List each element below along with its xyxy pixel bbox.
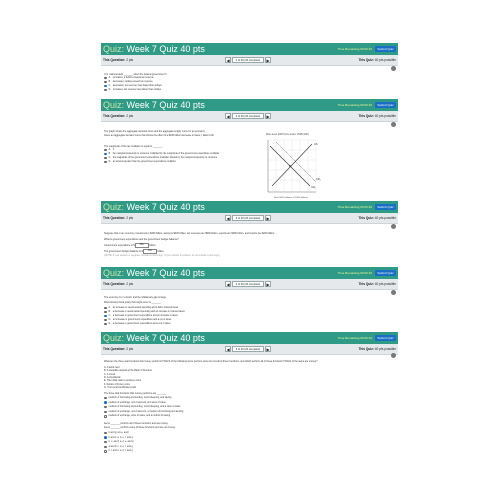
answer-option[interactable] <box>104 88 161 92</box>
question-pager <box>225 113 271 119</box>
radio-button[interactable] <box>104 77 107 80</box>
quiz-title: Quiz: Week 7 Quiz 40 pts <box>103 100 205 110</box>
option-text: medium of borrowing and lending, record keeping, and a store of value <box>108 406 181 409</box>
option-text: increases; a deficit exceeds tax revenue <box>112 77 154 79</box>
answer-option[interactable] <box>104 401 166 405</box>
answer-option[interactable] <box>104 322 171 326</box>
ad0-label: AD₀ <box>311 186 316 189</box>
option-text: decreases; tax revenue rises faster than outlays <box>112 85 162 87</box>
gear-icon[interactable] <box>391 224 396 229</box>
radio-button[interactable] <box>104 411 107 414</box>
quiz-points: This Quiz: 40 pts possible <box>358 347 396 351</box>
equilibrium-point <box>289 165 291 167</box>
question-select[interactable]: 2 of 20 (20 complete) <box>232 113 264 119</box>
option-text: the marginal propensity to consume multiplied by the magnitude of the government expenditure multiplier <box>112 153 220 155</box>
government-expenditure-input[interactable]: 500 <box>135 243 149 248</box>
option-letter: A. <box>108 307 111 309</box>
quiz-header <box>101 332 398 344</box>
question-select[interactable]: 4 of 20 (20 complete) <box>232 281 264 287</box>
gear-icon[interactable] <box>391 353 396 358</box>
next-question-button[interactable]: ▶ <box>266 114 270 119</box>
items-prompt-1: Items _______ perform all of these functions and are money. <box>104 422 169 425</box>
ad1-label: AD₁ <box>316 178 321 181</box>
question-points: This Question: 2 pts <box>103 58 134 62</box>
radio-button[interactable] <box>104 450 107 453</box>
radio-button[interactable] <box>104 441 107 444</box>
question-pager <box>225 281 271 287</box>
option-text: a decrease in needs-tested spending and an increase in induced taxes <box>112 311 185 313</box>
quiz-panel-3 <box>101 201 398 224</box>
gear-icon[interactable] <box>391 290 396 295</box>
answer-option[interactable] <box>104 431 129 435</box>
question-toolbar <box>101 111 398 122</box>
option-letter: C. <box>108 315 111 317</box>
option-text: a decrease in government expenditure and an increase in taxes <box>112 315 178 317</box>
quiz-panel-4 <box>101 267 398 290</box>
question-points: This Question: 2 pts <box>103 347 134 351</box>
prev-question-button[interactable]: ◀ <box>226 216 230 221</box>
option-text: b and g; a,b,e, and f <box>108 432 130 434</box>
question-select[interactable]: 3 of 20 (20 complete) <box>232 215 264 221</box>
as-label: AS <box>314 143 318 146</box>
prev-question-button[interactable]: ◀ <box>226 114 230 119</box>
radio-button[interactable] <box>104 406 107 409</box>
time-remaining: Time Remaining 00:53:16 <box>337 271 372 275</box>
time-remaining: Time Remaining 00:53:16 <box>337 205 372 209</box>
question-points: This Question: 2 pts <box>103 282 134 286</box>
quiz-panel-5 <box>101 332 398 355</box>
radio-button[interactable] <box>104 311 107 314</box>
quiz-title: Quiz: Week 7 Quiz 40 pts <box>103 268 205 278</box>
answer-option[interactable] <box>104 396 171 400</box>
option-text: the magnitude of the government expenditure multiplier divided by the marginal propensity to consume <box>112 157 218 159</box>
answer-line-2: The government budget balance is $ 100 billion. <box>104 250 165 254</box>
answer-option[interactable] <box>104 440 133 444</box>
question-prompt: What is government expenditure and the government budget balance? <box>104 238 179 241</box>
question-toolbar <box>101 213 398 224</box>
submit-quiz-button[interactable]: Submit Quiz <box>375 270 396 276</box>
quiz-title: Quiz: Week 7 Quiz 40 pts <box>103 202 205 212</box>
option-text: a and b; c, d, e, f, and g <box>108 445 133 448</box>
option-text: decreases; outlays exceed tax revenue <box>112 81 153 83</box>
option-letter: C. <box>108 157 111 159</box>
option-letter: E. <box>108 323 111 325</box>
list-item: E. The initial cash to produce coins <box>104 379 142 383</box>
gear-icon[interactable] <box>391 66 396 71</box>
radio-button[interactable] <box>104 319 107 322</box>
answer-hint: (NOTE: If your answer is negative, include a minus sign. If your answer is positive, do not include a plus sign.) <box>104 254 221 257</box>
prev-question-button[interactable]: ◀ <box>226 347 230 352</box>
option-text: medium of borrowing and lending, record keeping, and saving <box>108 397 172 399</box>
radio-button[interactable] <box>104 401 107 404</box>
items-prompt-2: Items _______ perform some of these functions and are not money. <box>104 426 176 429</box>
radio-button[interactable] <box>104 446 107 449</box>
radio-button[interactable] <box>104 315 107 318</box>
x-axis-label: Real GDP (trillions of 2005 dollars) <box>274 197 308 199</box>
question-stem: Given an aggregate demand curve that shows the effect of a $100 billion decrease in taxes, I label it AD. <box>104 134 215 137</box>
radio-button[interactable] <box>104 323 107 326</box>
option-letter: B. <box>108 311 111 313</box>
ad1-curve <box>276 142 316 182</box>
list-item: A. A debit card <box>104 366 120 369</box>
submit-quiz-button[interactable]: Submit Quiz <box>375 204 396 210</box>
option-text: an amount greater than the government expenditure multiplier <box>112 161 176 163</box>
option-letter: C. <box>108 85 111 87</box>
question-points: This Question: 2 pts <box>103 114 134 118</box>
question-pager <box>225 346 271 352</box>
option-text: b, c and e; a, d, f, and g <box>108 450 133 453</box>
option-letter: A. <box>108 149 111 151</box>
quiz-points: This Quiz: 40 pts possible <box>358 216 396 220</box>
option-text: increases; tax revenue rises faster than outlays <box>112 89 161 91</box>
option-text: an increase in government expenditure and a cut in taxes <box>112 319 172 321</box>
prev-question-button[interactable]: ◀ <box>226 282 230 287</box>
question-toolbar <box>101 279 398 290</box>
question-pager <box>225 57 271 63</box>
quiz-header <box>101 99 398 111</box>
next-question-button[interactable]: ▶ <box>266 58 270 63</box>
radio-button[interactable] <box>104 89 107 92</box>
question-stem: U.S. national debt _______ when the federal government h... <box>104 73 169 76</box>
budget-balance-input[interactable]: 100 <box>143 249 157 254</box>
question-select[interactable]: 1 of 20 (20 complete) <box>232 57 264 63</box>
question-prompt: The magnitude of the tax multiplier is equal to _______. <box>104 145 163 148</box>
answer-option[interactable] <box>104 414 170 418</box>
question-prompt: Discretionary fiscal policy that might occur is _______. <box>104 301 162 304</box>
option-text: a decrease in government expenditure and a cut in taxes <box>112 323 171 325</box>
time-remaining: Time Remaining 00:53:16 <box>337 47 372 51</box>
option-text: b, c, and f; a, d, e, and g <box>108 441 134 444</box>
option-text: medium of exchange, store of value, and a method of saving <box>108 415 171 418</box>
radio-button[interactable] <box>104 157 107 160</box>
answer-option[interactable] <box>104 449 133 453</box>
quiz-header <box>101 267 398 279</box>
answer-option[interactable] <box>104 436 133 440</box>
functions-prompt: The three vital functions that money performs are _______. <box>104 392 167 395</box>
quiz-points: This Quiz: 40 pts possible <box>358 282 396 286</box>
question-toolbar <box>101 344 398 355</box>
answer-line-1: Government expenditure is $ 500 billion. <box>104 244 157 248</box>
option-letter: B. <box>108 153 111 155</box>
quiz-points: This Quiz: 40 pts possible <box>358 114 396 118</box>
submit-quiz-button[interactable]: Submit Quiz <box>375 335 396 341</box>
option-text: medium of exchange, unit of account, and store of value <box>108 401 166 404</box>
radio-button[interactable] <box>104 149 107 152</box>
answer-option[interactable] <box>104 410 183 414</box>
radio-button[interactable] <box>104 415 107 418</box>
radio-button[interactable] <box>104 436 107 439</box>
radio-button[interactable] <box>104 161 107 164</box>
radio-button[interactable] <box>104 81 107 84</box>
answer-option[interactable] <box>104 160 176 164</box>
quiz-header <box>101 201 398 213</box>
option-text: b and c; a, d, e, f, and g <box>108 436 133 439</box>
graph-title: Price level (GDP price index, 2005=100) <box>266 133 309 136</box>
next-question-button[interactable]: ▶ <box>266 216 270 221</box>
answer-option[interactable] <box>104 405 180 409</box>
radio-button[interactable] <box>104 85 107 88</box>
option-text: medium of exchange, unit of account, a medium of borrowing and lending <box>108 410 184 413</box>
option-letter: D. <box>108 161 111 163</box>
submit-quiz-button[interactable]: Submit Quiz <box>375 46 396 52</box>
radio-button[interactable] <box>104 153 107 156</box>
quiz-points: This Quiz: 40 pts possible <box>358 58 396 62</box>
quiz-title: Quiz: Week 7 Quiz 40 pts <box>103 333 205 343</box>
list-item: C. A check <box>104 372 116 376</box>
gear-icon[interactable] <box>391 122 396 127</box>
time-remaining: Time Remaining 00:53:16 <box>337 103 372 107</box>
time-remaining: Time Remaining 00:53:16 <box>337 336 372 340</box>
radio-button[interactable] <box>104 432 107 435</box>
quiz-panel-2 <box>101 99 398 122</box>
list-item: F. Stocks of frozen coins <box>104 382 130 386</box>
radio-button[interactable] <box>104 397 107 400</box>
radio-button[interactable] <box>104 307 107 310</box>
quiz-header <box>101 43 398 55</box>
next-question-button[interactable]: ▶ <box>266 282 270 287</box>
quiz-title: Quiz: Week 7 Quiz 40 pts <box>103 44 205 54</box>
next-question-button[interactable]: ▶ <box>266 347 270 352</box>
ad-as-graph[interactable] <box>254 132 336 204</box>
option-text: an increase in needs-tested spending and a fall in induced taxes <box>112 307 179 309</box>
option-letter: B. <box>108 81 111 83</box>
option-text: 1 <box>112 149 115 151</box>
answer-option[interactable] <box>104 445 133 449</box>
question-pager <box>225 215 271 221</box>
question-stem: Suppose that in an economy, investment is $400 billion, saving is $400 billion, tax revenues are $500 billion, exports are $300 billion, and imports are $200 billion. <box>104 232 275 235</box>
option-letter: D. <box>108 89 111 91</box>
option-letter: A. <box>108 77 111 79</box>
question-stem: The graph shows the aggregate demand curve and the aggregate supply curve for an economy. <box>104 130 206 133</box>
question-select[interactable]: 5 of 20 (20 complete) <box>232 346 264 352</box>
list-item: D. A checkbook <box>104 375 121 379</box>
question-points: This Question: 2 pts <box>103 216 134 220</box>
question-toolbar <box>101 55 398 66</box>
list-item: B. A canadian deposit at the Bank of America <box>104 369 152 373</box>
question-stem: What are the three vital functions that money performs? Which of the following items perform some but not all of these functions, and which perform all of these functions? Which of the items are money? <box>104 360 318 363</box>
list-item: G. Your local Certificate bonds <box>104 385 137 389</box>
question-stem: The economy is in a boom and the inflationary gap is large. <box>104 296 167 299</box>
option-letter: D. <box>108 319 111 321</box>
submit-quiz-button[interactable]: Submit Quiz <box>375 102 396 108</box>
quiz-panel-1 <box>101 43 398 66</box>
prev-question-button[interactable]: ◀ <box>226 58 230 63</box>
